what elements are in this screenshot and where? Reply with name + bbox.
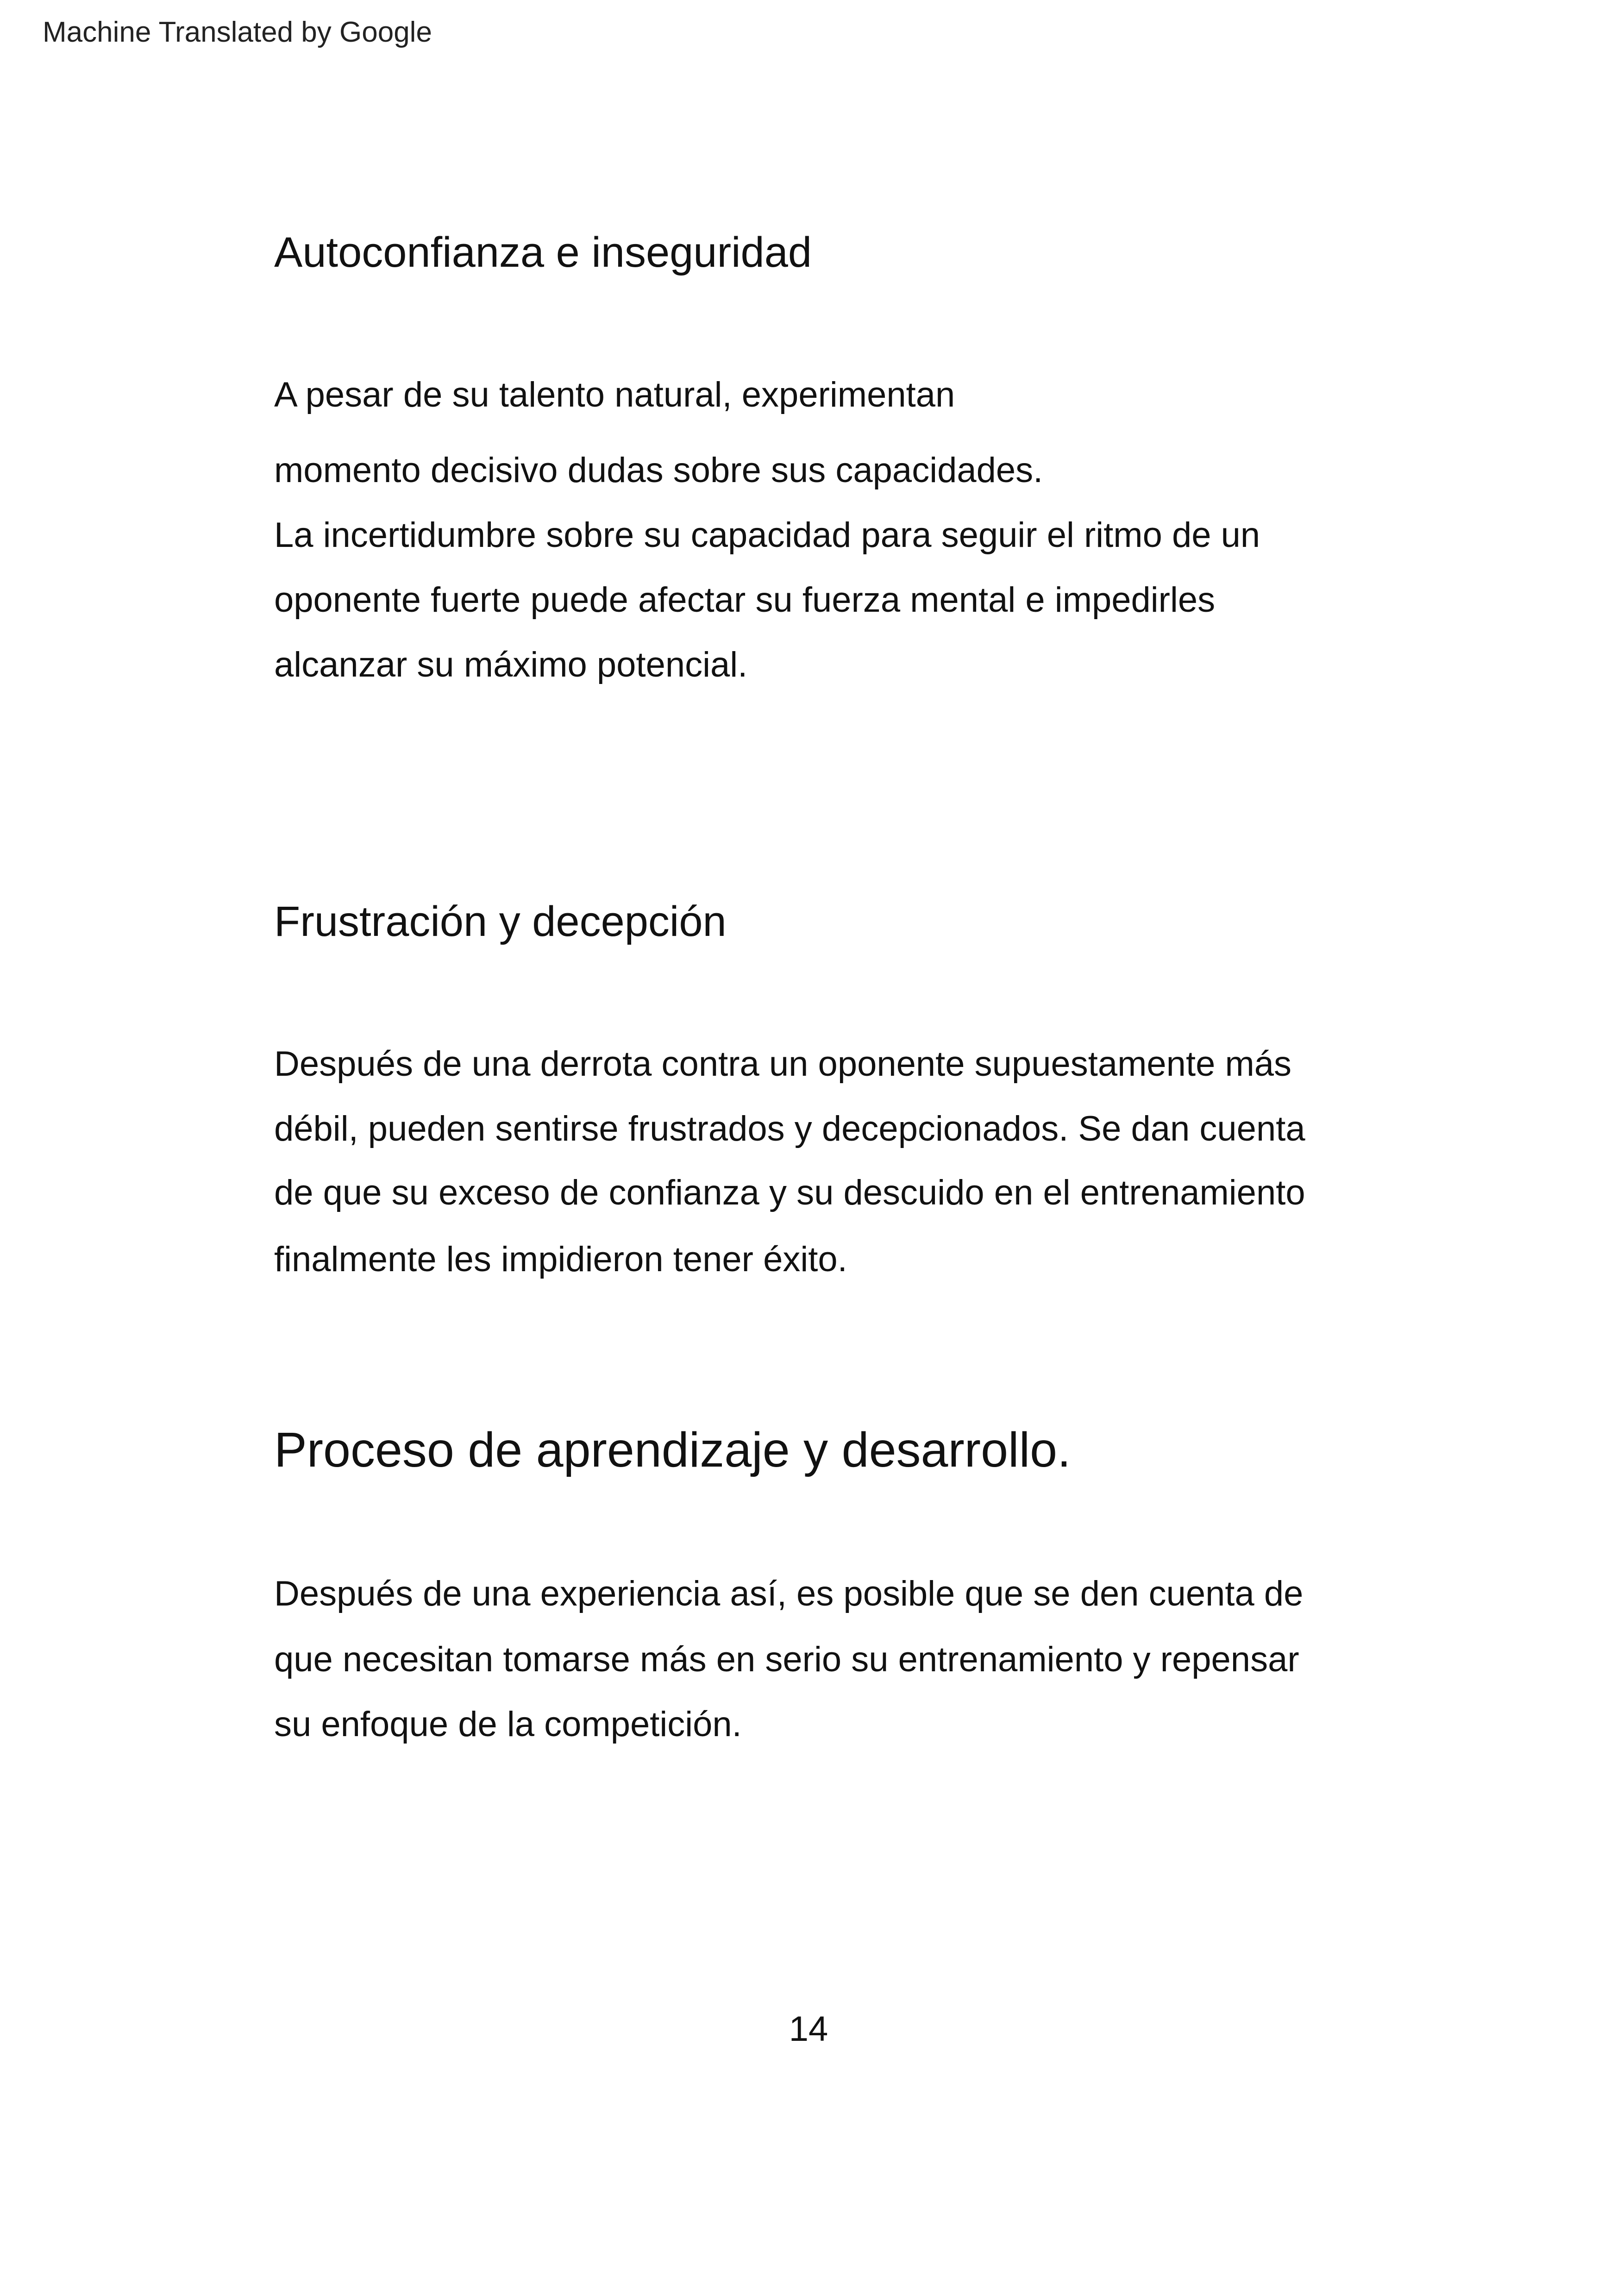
paragraph-line: A pesar de su talento natural, experimentan — [274, 375, 955, 414]
paragraph-line: débil, pueden sentirse frustrados y decepcionados. Se dan cuenta — [274, 1109, 1305, 1148]
paragraph-line: momento decisivo dudas sobre sus capacidades. — [274, 451, 1043, 490]
paragraph-line: su enfoque de la competición. — [274, 1705, 742, 1744]
paragraph-line: que necesitan tomarse más en serio su entrenamiento y repensar — [274, 1640, 1299, 1679]
paragraph-line: La incertidumbre sobre su capacidad para seguir el ritmo de un — [274, 515, 1260, 555]
paragraph-line: Después de una derrota contra un oponente supuestamente más — [274, 1044, 1292, 1084]
section-heading-self-confidence: Autoconfianza e inseguridad — [274, 229, 812, 276]
paragraph-line: finalmente les impidieron tener éxito. — [274, 1240, 847, 1279]
paragraph-line: Después de una experiencia así, es posible que se den cuenta de — [274, 1574, 1304, 1613]
section-heading-frustration: Frustración y decepción — [274, 898, 727, 945]
machine-translation-banner: Machine Translated by Google — [43, 16, 432, 48]
page-number: 14 — [789, 2009, 828, 2049]
section-heading-learning: Proceso de aprendizaje y desarrollo. — [274, 1423, 1071, 1477]
paragraph-line: oponente fuerte puede afectar su fuerza mental e impedirles — [274, 580, 1216, 620]
paragraph-line: de que su exceso de confianza y su descuido en el entrenamiento — [274, 1173, 1305, 1212]
paragraph-line: alcanzar su máximo potencial. — [274, 645, 748, 684]
